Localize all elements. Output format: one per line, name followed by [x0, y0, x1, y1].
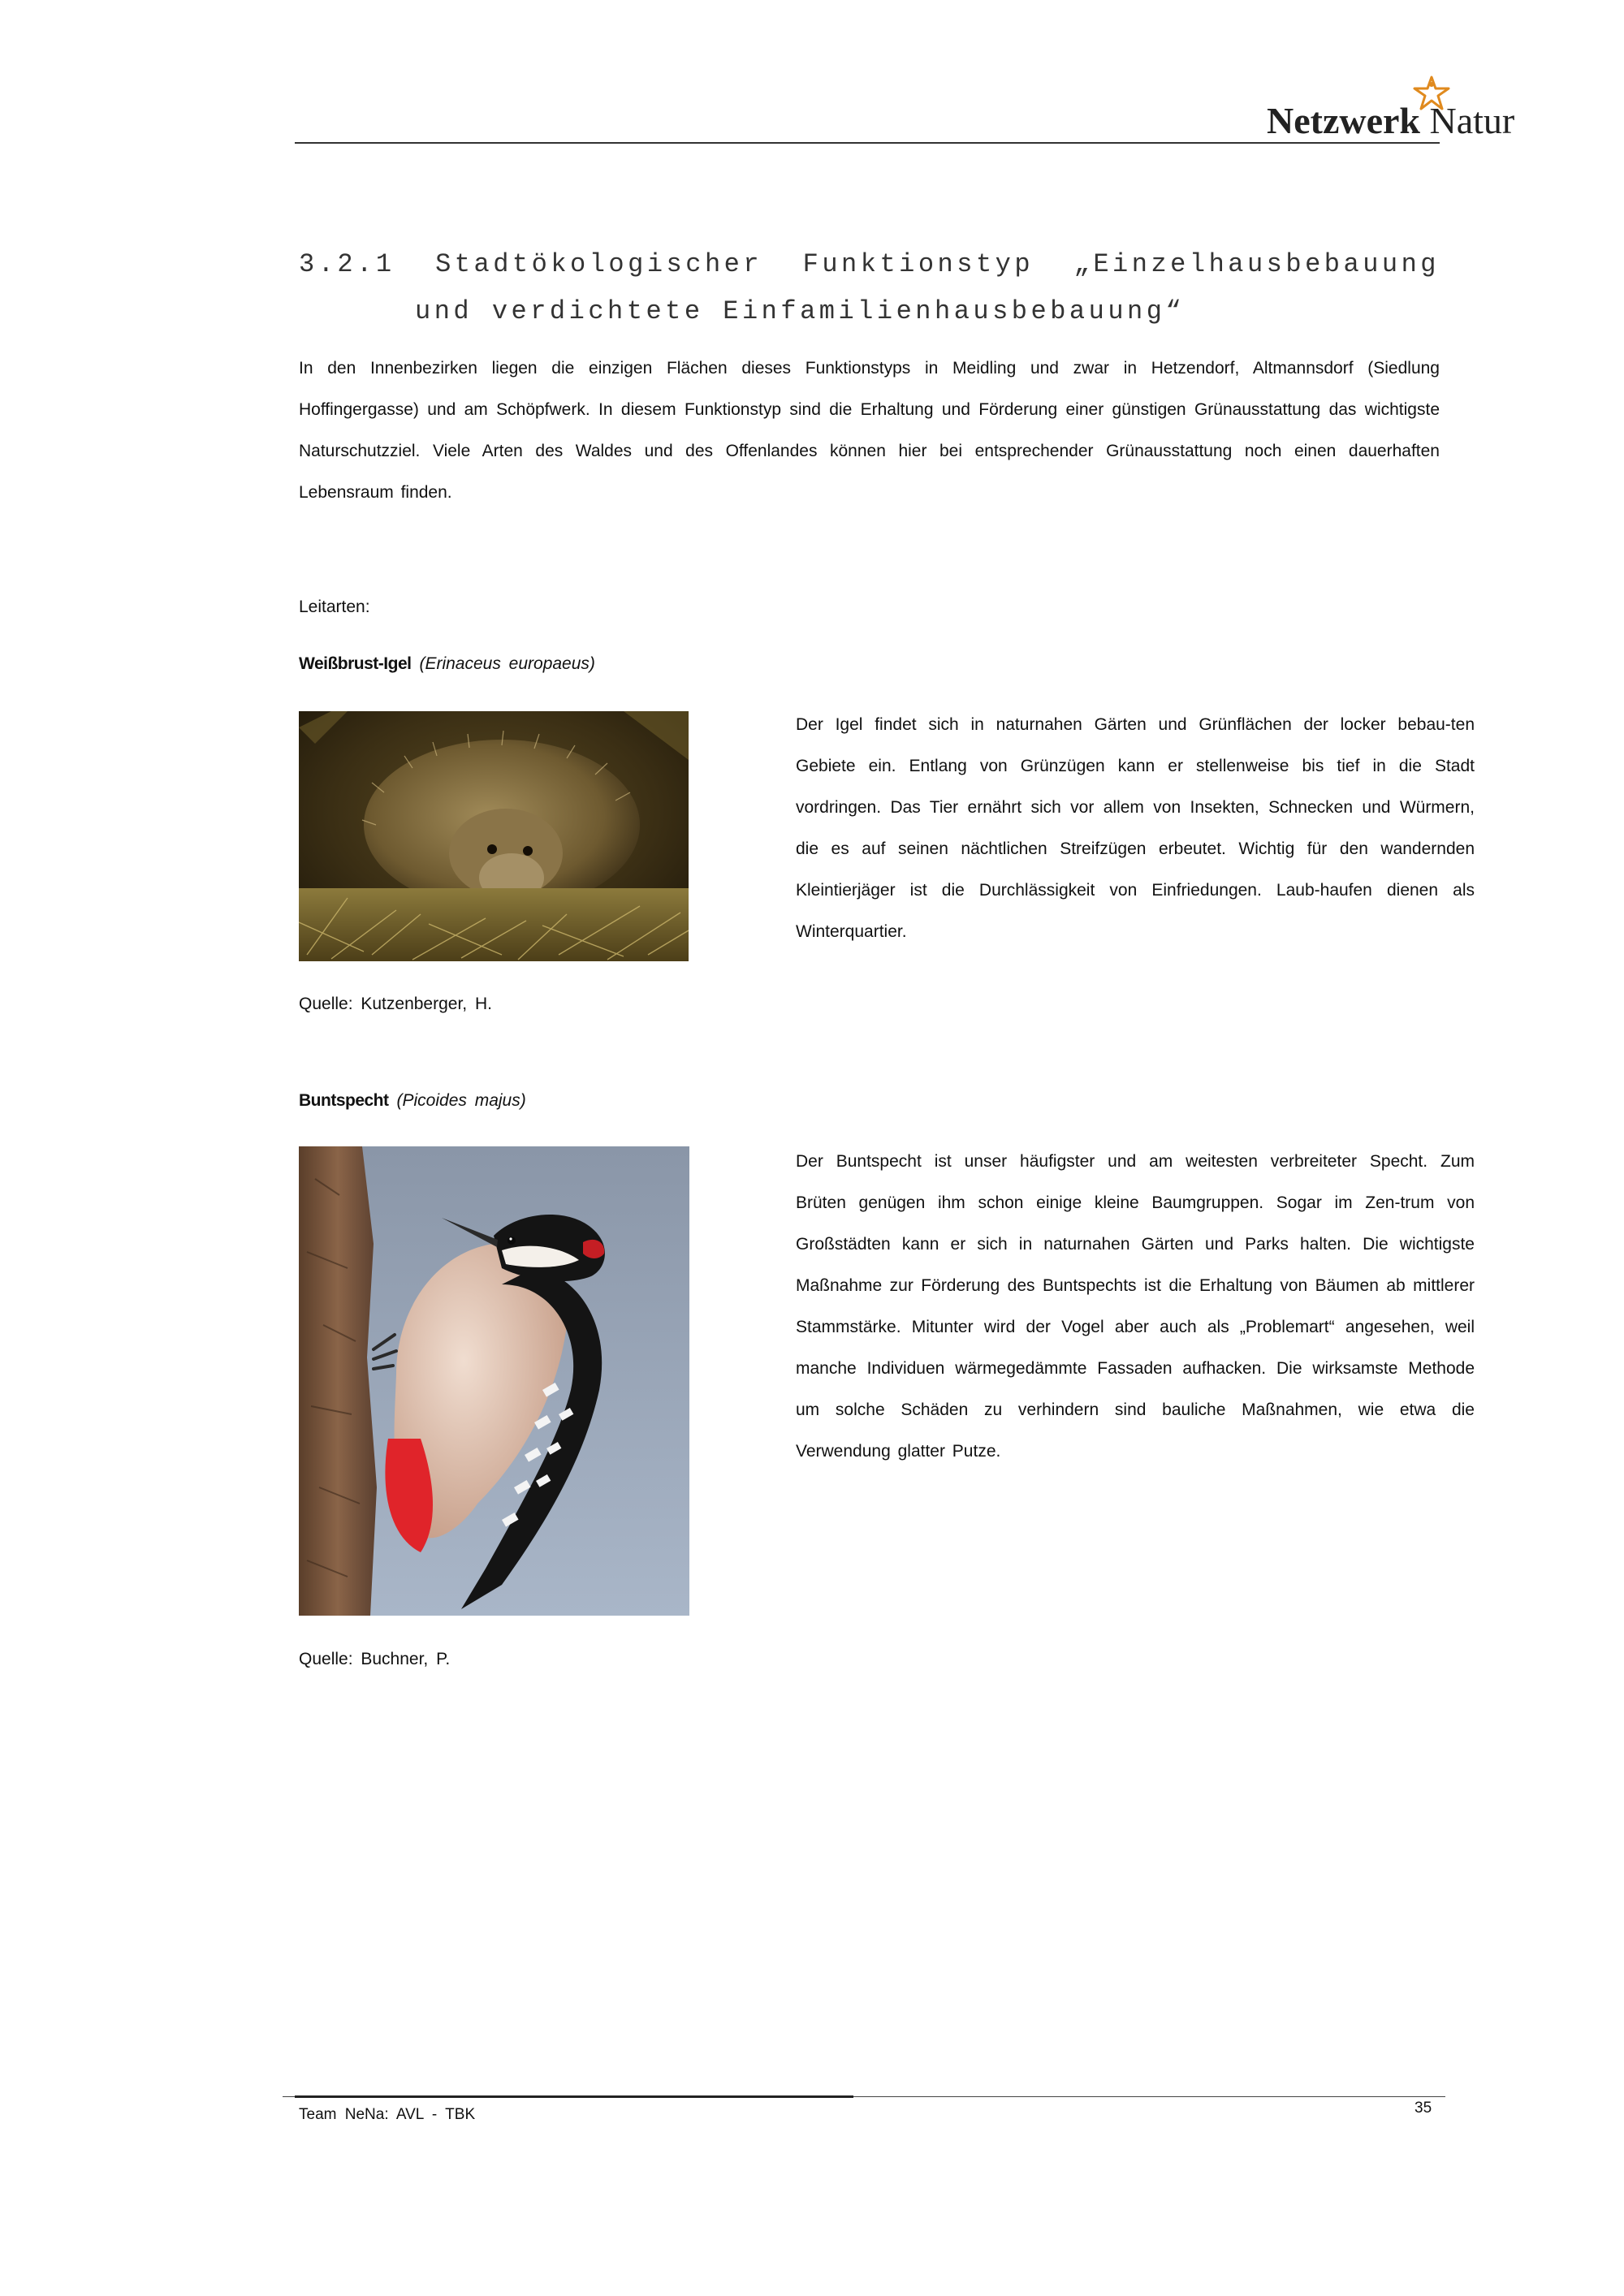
woodpecker-description: Der Buntspecht ist unser häufigster und am weitesten verbreiteter Specht. Zum Brüten genügen ihm schon einige kleine Baumgruppen. Sogar im Zen-trum von Großstädten kann er sich in naturnahen Gärten und Parks halten. Die wichtigste Maßnahme zur Förderung des Buntspechts ist die Erhaltung von Bäumen ab mittlerer Stammstärke. Mitunter wird der Vogel aber auch als „Problemart“ angesehen, weil manche Individuen wärmegedämmte Fassaden aufhacken. Die wirksamste Methode um solche Schäden zu verhindern sind bauliche Maßnahmen, wie etwa die Verwendung glatter Putze.: [796, 1152, 1475, 1461]
species-title-hedgehog: [299, 652, 595, 676]
section-heading-line-1: [299, 241, 1440, 288]
woodpecker-photo: [299, 1146, 689, 1616]
intro-paragraph: In den Innenbezirken liegen die einzigen Flächen dieses Funktionstyps in Meidling und zwar in Hetzendorf, Altmannsdorf (Siedlung Hoffingergasse) und am Schöpfwerk. In diesem Funktionstyp sind die Erhaltung und Förderung einer günstigen Grünausstattung das wichtigste Naturschutzziel. Viele Arten des Waldes und des Offenlandes können hier bei entsprechender Grünausstattung noch einen dauerhaften Lebensraum finden.: [299, 359, 1440, 502]
header-divider: [295, 142, 1440, 144]
hedgehog-photo-credit: Quelle: Kutzenberger, H.: [299, 995, 492, 1013]
woodpecker-photo-credit: Quelle: Buchner, P.: [299, 1650, 451, 1668]
footer-team-label: Team NeNa: AVL - TBK: [299, 2106, 476, 2123]
footer-divider-accent: [295, 2095, 853, 2098]
section-heading: [299, 241, 1440, 335]
logo-wordmark: Netzwerk Natur: [1267, 100, 1515, 141]
section-heading-line-2: und verdichtete Einfamilienhausbebauung“: [415, 296, 1186, 326]
leitarten-label: Leitarten:: [299, 598, 370, 616]
netzwerk-natur-logo: [1267, 75, 1543, 148]
hedgehog-photo: [299, 711, 689, 961]
species-name: Weißbrust-Igel: [299, 654, 412, 673]
section-number: 3.2.1: [299, 249, 395, 279]
hedgehog-description: Der Igel findet sich in naturnahen Gärten und Grünflächen der locker bebau-ten Gebiete ein. Entlang von Grünzügen kann er stellenweise bis tief in die Stadt vordringen. Das Tier ernährt sich vor allem von Insekten, Schnecken und Würmern, die es auf seinen nächtlichen Streifzügen erbeutet. Wichtig für den wandernden Kleintierjäger ist die Durchlässigkeit von Einfriedungen. Laub-haufen dienen als Winterquartier.: [796, 715, 1475, 941]
species-latin-name: (Picoides majus): [396, 1091, 526, 1110]
heading-word: Stadtökologischer: [435, 249, 763, 279]
heading-word: „Einzelhausbebauung: [1073, 249, 1440, 279]
heading-word: Funktionstyp: [802, 249, 1034, 279]
species-name: Buntspecht: [299, 1091, 389, 1110]
species-title-woodpecker: [299, 1089, 526, 1113]
page-number: 35: [1415, 2100, 1432, 2117]
species-latin-name: (Erinaceus europaeus): [419, 654, 595, 673]
